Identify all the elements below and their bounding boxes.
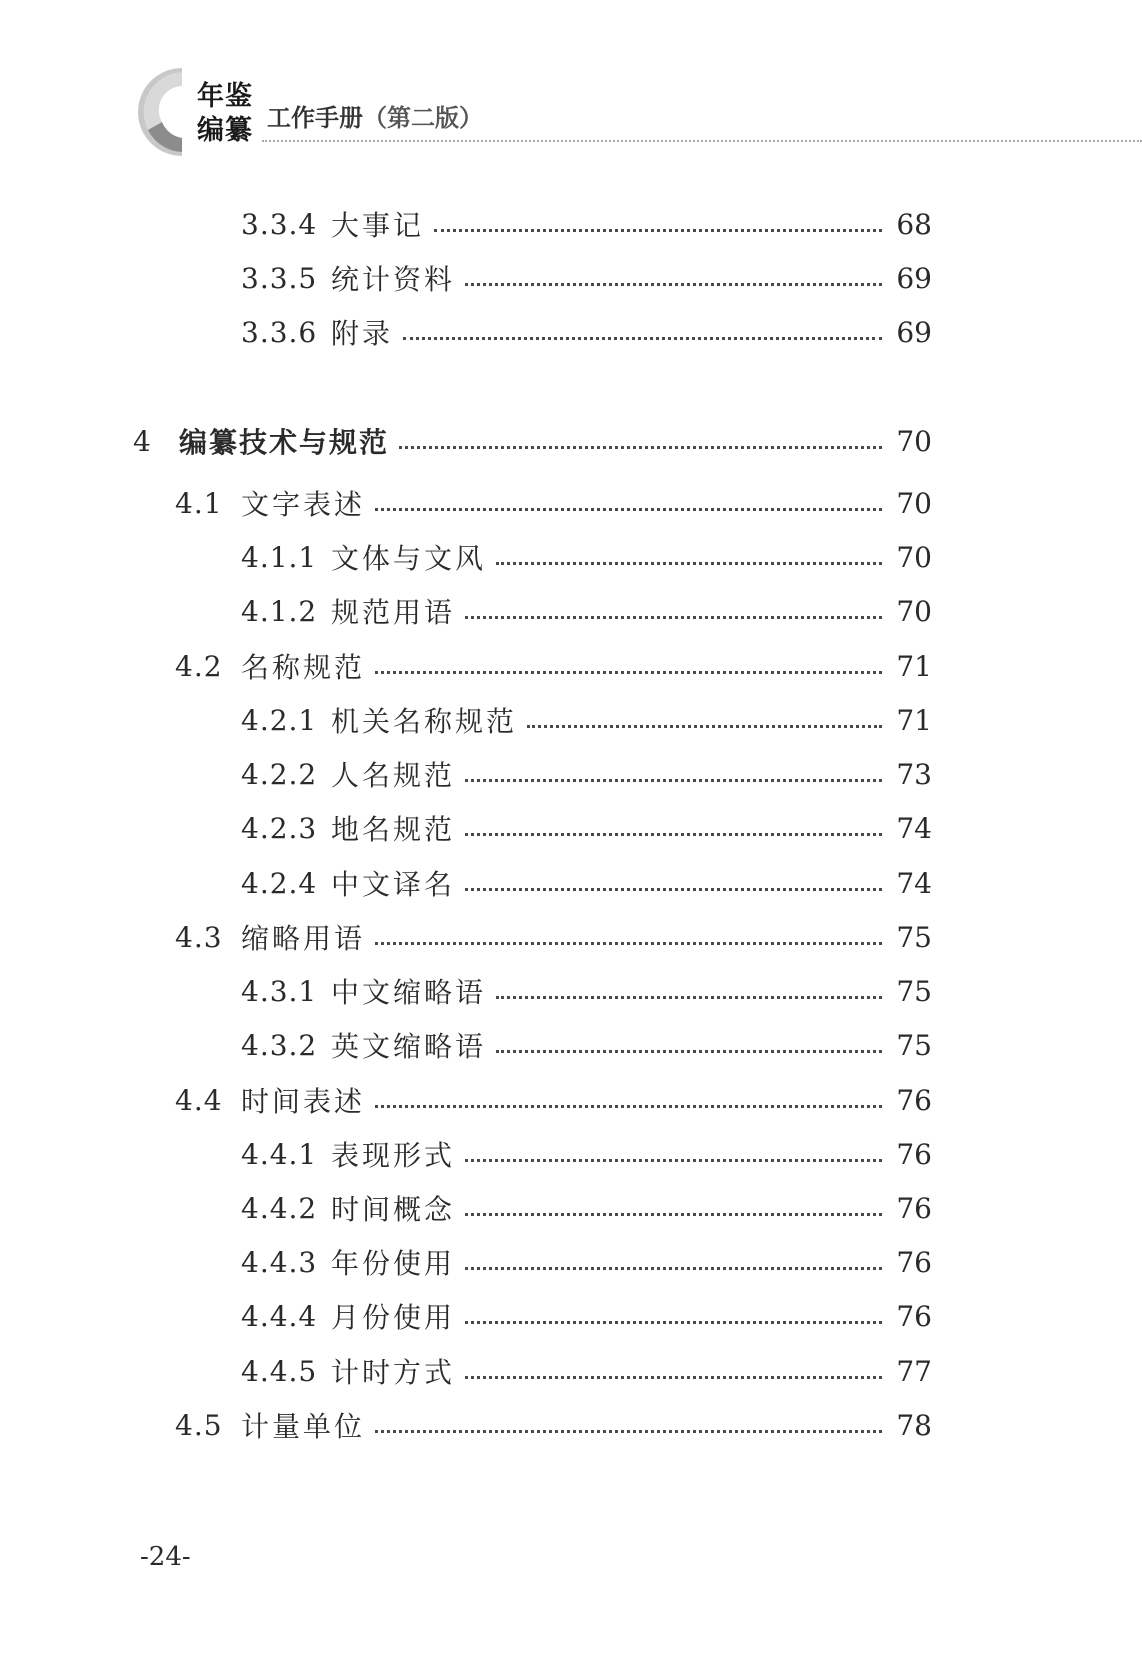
- toc-entry-number: 4.5: [175, 1408, 223, 1442]
- dot-leader: [465, 888, 882, 891]
- toc-entry-number: 4.4.3: [241, 1245, 318, 1279]
- toc-entry-page: 70: [896, 540, 932, 574]
- toc-entry-number: 3.3.6: [241, 315, 318, 349]
- toc-entry-title: 地名规范: [331, 813, 456, 846]
- dot-leader: [465, 1376, 882, 1379]
- toc-entry-title: 名称规范: [241, 651, 366, 684]
- toc-entry[interactable]: [175, 644, 932, 688]
- toc-entry-page: 69: [896, 315, 932, 349]
- toc-entry-number: 4: [133, 424, 152, 458]
- toc-entry[interactable]: [241, 535, 932, 579]
- toc-entry[interactable]: [241, 1023, 932, 1067]
- toc-entry-number: 4.2.1: [241, 703, 318, 737]
- toc-entry[interactable]: [241, 310, 932, 354]
- toc-entry[interactable]: [241, 1186, 932, 1230]
- dot-leader: [375, 1105, 882, 1108]
- toc-entry-number: 4.3.1: [241, 974, 318, 1008]
- dot-leader: [375, 671, 882, 674]
- dot-leader: [465, 1321, 882, 1324]
- dot-leader: [465, 1267, 882, 1270]
- toc-entry-page: 76: [896, 1191, 932, 1225]
- toc-entry-page: 75: [896, 920, 932, 954]
- toc-entry-title: 时间表述: [241, 1085, 366, 1118]
- toc-entry-number: 4.2.4: [241, 866, 318, 900]
- toc-entry-title: 中文译名: [331, 868, 456, 901]
- toc-entry[interactable]: [241, 861, 932, 905]
- toc-entry-title: 大事记: [331, 209, 425, 242]
- toc-entry-title: 文字表述: [241, 488, 366, 521]
- toc-entry-page: 75: [896, 1028, 932, 1062]
- dot-leader: [527, 725, 882, 728]
- logo-line-2: 编纂: [197, 115, 253, 146]
- toc-entry[interactable]: [175, 1403, 932, 1447]
- toc-entry-number: 4.2.3: [241, 811, 318, 845]
- toc-entry-title: 计量单位: [241, 1410, 366, 1443]
- dot-leader: [496, 996, 882, 999]
- toc-entry[interactable]: [241, 589, 932, 633]
- toc-entry-page: 75: [896, 974, 932, 1008]
- toc-entry-title: 月份使用: [331, 1301, 456, 1334]
- toc-entry[interactable]: [175, 1078, 932, 1122]
- toc-entry-title: 规范用语: [331, 596, 456, 629]
- edition-text: （第二版）: [363, 104, 483, 132]
- toc-entry-page: 78: [896, 1408, 932, 1442]
- page-number: -24-: [140, 1542, 191, 1572]
- toc-entry-page: 70: [896, 486, 932, 520]
- toc-entry-page: 70: [896, 424, 932, 458]
- toc-entry-title: 时间概念: [331, 1193, 456, 1226]
- dot-leader: [465, 779, 882, 782]
- toc-entry[interactable]: [175, 481, 932, 525]
- toc-entry-number: 4.4.5: [241, 1354, 318, 1388]
- toc-entry-number: 4.4.1: [241, 1137, 318, 1171]
- dot-leader: [434, 229, 882, 232]
- book-title-text: 工作手册: [267, 104, 363, 132]
- toc-entry-number: 4.1: [175, 486, 223, 520]
- toc-entry-page: 74: [896, 866, 932, 900]
- toc-entry-title: 人名规范: [331, 759, 456, 792]
- toc-entry-title: 附录: [331, 317, 394, 350]
- toc-entry-page: 76: [896, 1245, 932, 1279]
- toc-entry-page: 71: [896, 703, 932, 737]
- toc-entry-title: 统计资料: [331, 263, 456, 296]
- toc-entry-number: 4.4.4: [241, 1299, 318, 1333]
- dot-leader: [465, 1159, 882, 1162]
- toc-entry-title: 文体与文风: [331, 542, 487, 575]
- dot-leader: [399, 446, 882, 449]
- toc-entry-page: 70: [896, 594, 932, 628]
- toc-entry-number: 4.4: [175, 1083, 223, 1117]
- toc-entry-page: 71: [896, 649, 932, 683]
- toc-entry-title: 缩略用语: [241, 922, 366, 955]
- toc-entry-page: 76: [896, 1299, 932, 1333]
- toc-entry[interactable]: [241, 202, 932, 246]
- toc-entry-page: 73: [896, 757, 932, 791]
- dot-leader: [496, 562, 882, 565]
- toc-entry[interactable]: [241, 1349, 932, 1393]
- toc-entry[interactable]: [241, 752, 932, 796]
- toc-entry-number: 4.3: [175, 920, 223, 954]
- toc-entry-title: 年份使用: [331, 1247, 456, 1280]
- dot-leader: [375, 1430, 882, 1433]
- toc-entry-number: 3.3.4: [241, 207, 318, 241]
- toc-entry-page: 76: [896, 1083, 932, 1117]
- toc-entry[interactable]: [241, 806, 932, 850]
- toc-entry-page: 76: [896, 1137, 932, 1171]
- toc-entry-number: 4.2.2: [241, 757, 318, 791]
- dot-leader: [465, 1213, 882, 1216]
- toc-entry[interactable]: [241, 969, 932, 1013]
- toc-entry-title: 中文缩略语: [331, 976, 487, 1009]
- logo-text: [197, 80, 253, 148]
- toc-entry-number: 4.1.2: [241, 594, 318, 628]
- toc-entry-page: 68: [896, 207, 932, 241]
- toc-entry[interactable]: [241, 1294, 932, 1338]
- toc-entry[interactable]: [241, 1132, 932, 1176]
- toc-entry-number: 4.1.1: [241, 540, 318, 574]
- dot-leader: [403, 337, 882, 340]
- dot-leader: [496, 1050, 882, 1053]
- dot-leader: [465, 833, 882, 836]
- toc-entry-number: 4.2: [175, 649, 223, 683]
- dot-leader: [375, 942, 882, 945]
- toc-entry-number: 3.3.5: [241, 261, 318, 295]
- toc-entry-title: 表现形式: [331, 1139, 456, 1172]
- toc-entry-page: 69: [896, 261, 932, 295]
- toc-entry-title: 计时方式: [331, 1356, 456, 1389]
- running-header: [0, 0, 1142, 170]
- header-divider: [262, 140, 1142, 142]
- toc-entry-page: 77: [896, 1354, 932, 1388]
- toc-entry-title: 英文缩略语: [331, 1030, 487, 1063]
- toc-entry-title: 机关名称规范: [331, 705, 518, 738]
- toc-entry-page: 74: [896, 811, 932, 845]
- dot-leader: [465, 283, 882, 286]
- toc-entry-number: 4.4.2: [241, 1191, 318, 1225]
- toc-entry[interactable]: [133, 419, 932, 463]
- dot-leader: [375, 508, 882, 511]
- toc-entry[interactable]: [241, 256, 932, 300]
- dot-leader: [465, 616, 882, 619]
- toc-entry[interactable]: [175, 915, 932, 959]
- toc-entry-number: 4.3.2: [241, 1028, 318, 1062]
- book-title: [267, 98, 483, 133]
- logo-line-1: 年鉴: [197, 81, 253, 112]
- toc-entry[interactable]: [241, 1240, 932, 1284]
- toc-entry[interactable]: [241, 698, 932, 742]
- toc-entry-title: 编纂技术与规范: [179, 426, 390, 459]
